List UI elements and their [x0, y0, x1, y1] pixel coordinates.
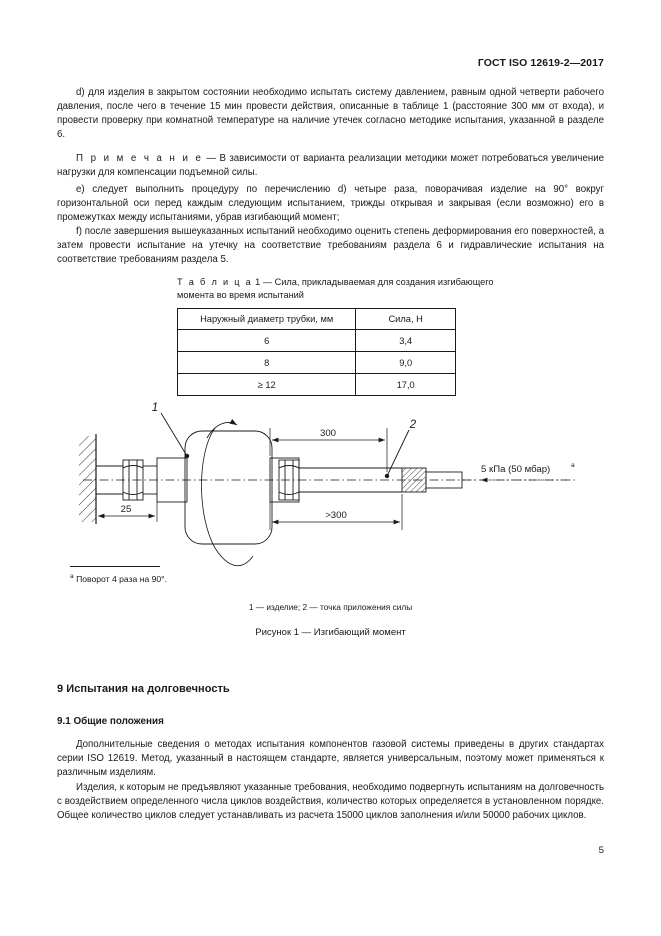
table-cell-force: 3,4: [356, 330, 456, 352]
paragraph-item-d-block: [57, 86, 604, 142]
force-table: [177, 308, 456, 396]
table-caption-text: Сила, прикладываемая для создания изгибающего момента во время испытаний: [177, 277, 494, 300]
paragraph-item-d: d) для изделия в закрытом состоянии необходимо испытать систему давлением, равным одной четверти рабочего давления, после чего в течение 15 мин провести действия, описанные в таблице 1 (расстояние 300 мм от входа), и провести проверку при комнатной температуре на наличие утечек согласно методике испытания, указанной в разделе 6.: [57, 87, 604, 141]
wall-hatching: [79, 436, 96, 522]
figure-footnote: [70, 571, 167, 585]
table-header-force: Сила, Н: [356, 309, 456, 330]
figure-dimension-25: 25: [120, 504, 132, 515]
table-row: [178, 374, 456, 396]
figure-callout-1: 1: [151, 402, 159, 414]
table-row: [178, 330, 456, 352]
heading-clause-9: 9 Испытания на долговечность: [57, 683, 230, 695]
figure-legend: 1 — изделие; 2 — точка приложения силы: [248, 602, 413, 612]
footnote-rule: [70, 566, 160, 567]
paragraph-item-e: e) следует выполнить процедуру по перечислению d) четыре раза, поворачивая изделие на 90° вокруг горизонтальной оси перед каждым следующим испытанием, трижды открывая и закрывая (если возможно) его в промежутках между испытаниями, убрав изгибающий момент;: [57, 184, 604, 224]
table-cell-diameter: 6: [178, 330, 356, 352]
figure-bending-moment: [57, 398, 604, 573]
table-header-diameter: Наружный диаметр трубки, мм: [178, 309, 356, 330]
paragraph-item-e-block: [57, 183, 604, 225]
table-cell-force: 17,0: [356, 374, 456, 396]
heading-clause-9-1: 9.1 Общие положения: [57, 716, 164, 727]
table-caption-dash: —: [262, 277, 273, 287]
device-body: [185, 431, 272, 544]
note-label: П р и м е ч а н и е: [76, 153, 203, 164]
figure-pressure-label: 5 кПа (50 мбар): [481, 464, 551, 475]
figure-dimension-300: 300: [319, 428, 337, 439]
table-caption-word: Т а б л и ц а: [177, 277, 253, 287]
paragraph-item-f: f) после завершения вышеуказанных испытаний необходимо оценить степень деформирования его поверхностей, а затем провести испытание на утечку на соответствие требованиям раздела 6 и гидравлические испытания на соответствие требованиям раздела 5.: [57, 226, 604, 266]
note-text: — В зависимости от варианта реализации методики может потребоваться увеличение нагрузки для компенсации подъемной силы.: [57, 153, 604, 179]
table-cell-force: 9,0: [356, 352, 456, 374]
table-cell-diameter: ≥ 12: [178, 374, 356, 396]
clause-9-1-paragraph-1-block: [57, 738, 604, 780]
table-caption: [177, 276, 507, 302]
footnote-marker: a: [70, 573, 74, 580]
table-cell-diameter: 8: [178, 352, 356, 374]
bending-moment-drawing: [57, 398, 604, 573]
note-paragraph: [57, 152, 604, 180]
table-row: [178, 352, 456, 374]
figure-caption: Рисунок 1 — Изгибающий момент: [255, 627, 406, 638]
rotation-arc: [202, 428, 254, 566]
figure-callout-2: 2: [409, 419, 417, 431]
table-header-row: [178, 309, 456, 330]
ferrule-hatched: [402, 468, 426, 492]
figure-dimension-over-300: >300: [325, 510, 347, 521]
figure-pressure-superscript: a: [571, 462, 575, 469]
page-number: 5: [598, 845, 604, 856]
footnote-text: Поворот 4 раза на 90°.: [76, 573, 167, 584]
standard-designation: ГОСТ ISO 12619-2—2017: [477, 57, 604, 69]
table-caption-number: 1: [255, 277, 261, 287]
rotation-arrow: [207, 423, 237, 438]
callout-1-leader: [161, 413, 187, 456]
clause-9-1-paragraph-2-block: [57, 781, 604, 823]
clause-9-1-paragraph-1: Дополнительные сведения о методах испытания компонентов газовой системы приведены в других стандартах серии ISO 12619. Метод, указанный в настоящем стандарте, является универсальным, поэтому может применяться к различным изделиям.: [57, 739, 604, 779]
clause-9-1-paragraph-2: Изделия, к которым не предъявляют указанные требования, необходимо подвергнуть испытаниям на долговечность с воздействием определенного числа циклов воздействия, количество которых определяется в установленном порядке. Общее количество циклов следует устанавливать из расчета 15000 циклов заполнения и/или 50000 рабочих циклов.: [57, 782, 604, 822]
paragraph-item-f-block: [57, 225, 604, 267]
note-block: [57, 152, 604, 180]
